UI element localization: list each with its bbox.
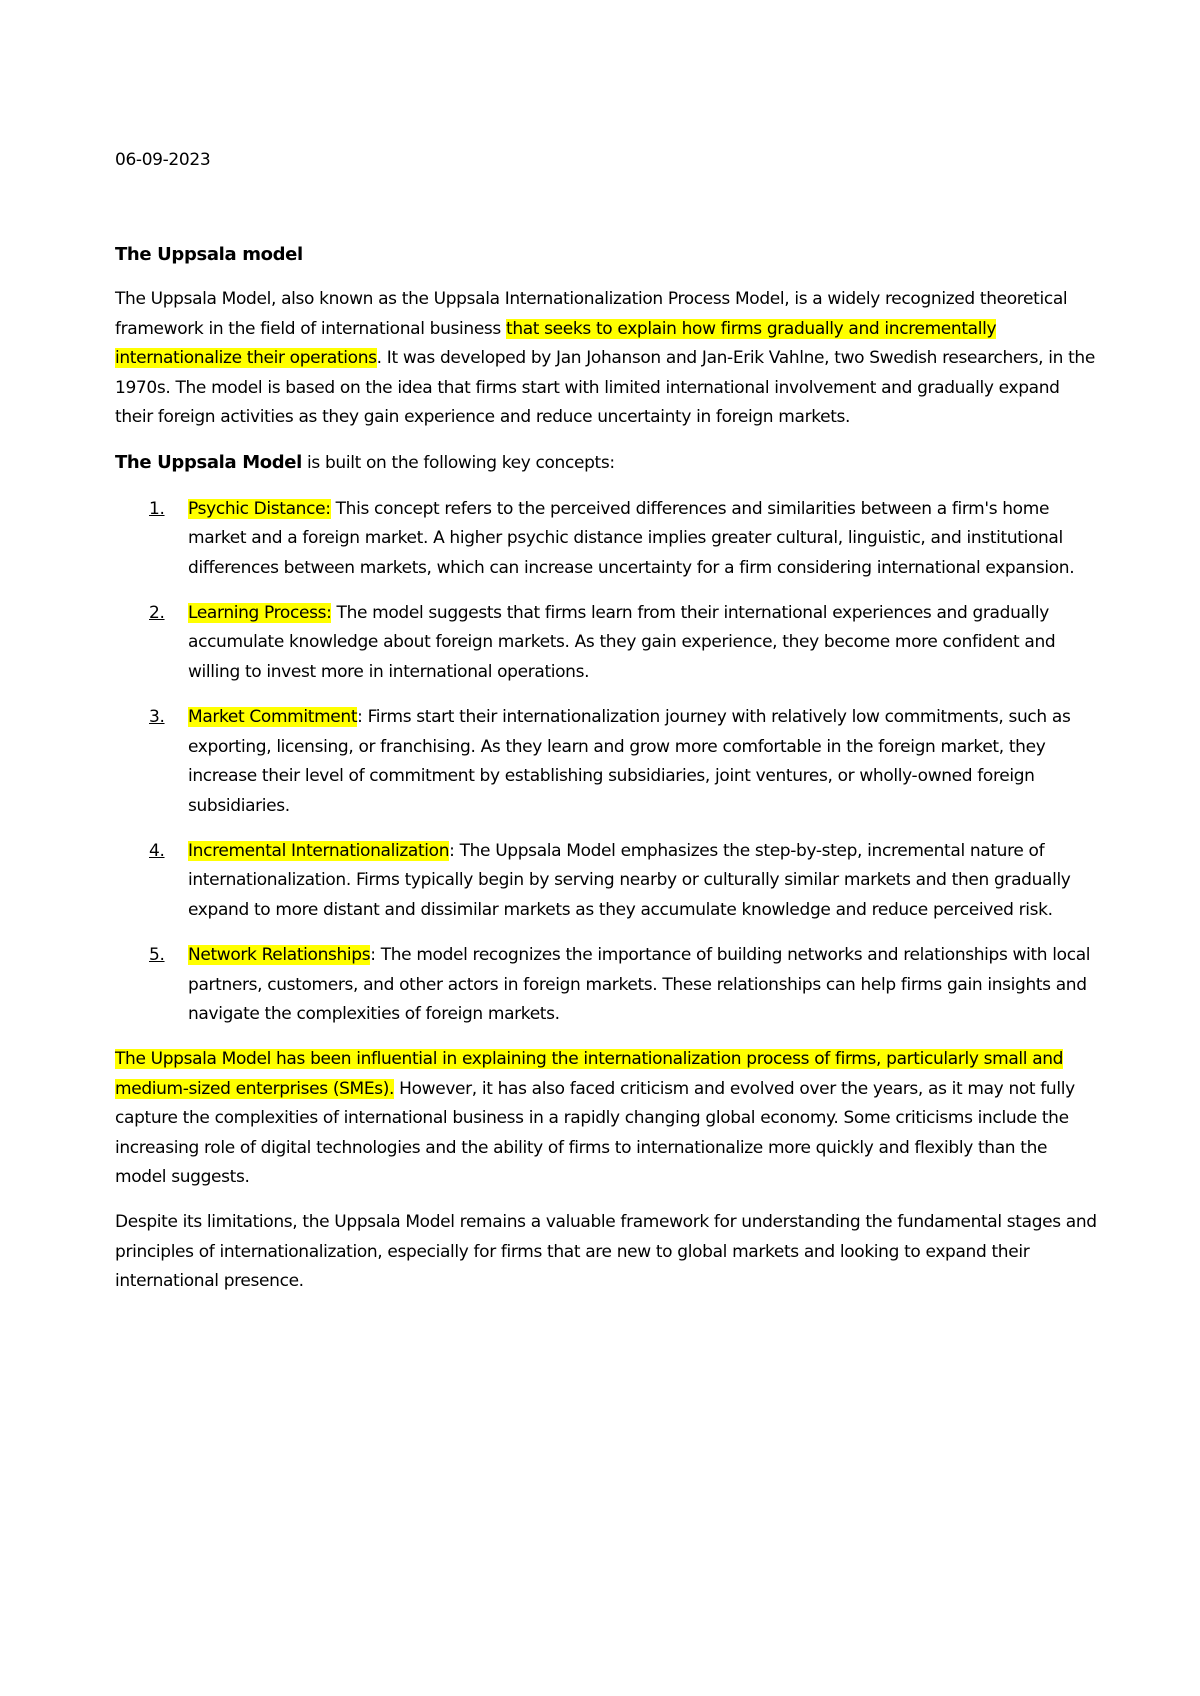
concept-item (115, 703, 1100, 821)
concept-item (115, 837, 1100, 925)
intro-text-1: The Uppsala Model, also known as the Uppsala Internationalization Process Model, is a widely recognized theoretical framework in the field of international business (115, 289, 1068, 339)
concept-number: 4. (149, 840, 165, 861)
document-body (115, 146, 1100, 1297)
influence-text: However, it has also faced criticism and evolved over the years, as it may not fully capture the complexities of international business in a rapidly changing global economy. Some criticisms include the increasing role of digital technologies and the ability of firms to internationalize more quickly and flexibly than the model suggests. (115, 1078, 1075, 1187)
concept-text: The model suggests that firms learn from their international experiences and gradually accumulate knowledge about foreign markets. As they gain experience, they become more confident and willing to invest more in international operations. (188, 603, 1056, 682)
concept-term-tail: : (370, 945, 376, 966)
concept-number: 1. (149, 498, 165, 519)
document-date: 06-09-2023 (115, 150, 211, 170)
concept-term-tail: : (449, 840, 455, 861)
concept-term: Psychic Distance: (188, 498, 331, 519)
conclusion-paragraph: Despite its limitations, the Uppsala Model remains a valuable framework for understanding the fundamental stages and principles of internationalization, especially for firms that are new to global markets and looking to expand their international presence. (115, 1212, 1097, 1292)
concept-term: Incremental Internationalization (188, 840, 450, 861)
concept-term-tail: : (357, 707, 363, 728)
concept-text: Firms start their internationalization journey with relatively low commitments, such as exporting, licensing, or franchising. As they learn and grow more comfortable in the foreign market, they increase their level of commitment by establishing subsidiaries, joint ventures, or wholly-owned foreign subsidiaries. (188, 707, 1071, 816)
concept-text: The Uppsala Model emphasizes the step-by-step, incremental nature of internationalization. Firms typically begin by serving nearby or culturally similar markets and then gradually expand to more distant and dissimilar markets as they accumulate knowledge and reduce perceived risk. (188, 840, 1071, 920)
concepts-lead (115, 448, 1100, 478)
concept-number: 5. (149, 945, 165, 966)
concept-number: 2. (149, 603, 165, 624)
intro-highlight: that seeks to explain how firms gradually and incrementally internationalize their operations (115, 318, 997, 369)
concept-number: 3. (149, 707, 165, 728)
concept-term: Market Commitment (188, 707, 358, 728)
concept-term: Network Relationships (188, 945, 371, 966)
concepts-lead-text: is built on the following key concepts: (302, 453, 615, 474)
document-title: The Uppsala model (115, 244, 303, 265)
concepts-lead-bold: The Uppsala Model (115, 452, 302, 474)
intro-text-2: . It was developed by Jan Johanson and Jan-Erik Vahlne, two Swedish researchers, in the 1970s. The model is based on the idea that firms start with limited international involvement and gradually expand their foreign activities as they gain experience and reduce uncertainty in foreign markets. (115, 348, 1095, 428)
influence-paragraph (115, 1045, 1100, 1192)
influence-highlight: The Uppsala Model has been influential in explaining the internationalization process of firms, particularly small and medium-sized enterprises (SMEs). (115, 1049, 1064, 1099)
intro-paragraph (115, 285, 1100, 432)
concept-item (115, 941, 1100, 1029)
concepts-list (115, 495, 1100, 1030)
concept-item (115, 495, 1100, 583)
concept-text: The model recognizes the importance of building networks and relationships with local partners, customers, and other actors in foreign markets. These relationships can help firms gain insights and navigate the complexities of foreign markets. (188, 945, 1091, 1024)
concept-term: Learning Process: (188, 603, 332, 624)
concept-item (115, 599, 1100, 687)
concept-text: This concept refers to the perceived differences and similarities between a firm's home market and a foreign market. A higher psychic distance implies greater cultural, linguistic, and institutional differences between markets, which can increase uncertainty for a firm considering international expansion. (188, 498, 1075, 578)
